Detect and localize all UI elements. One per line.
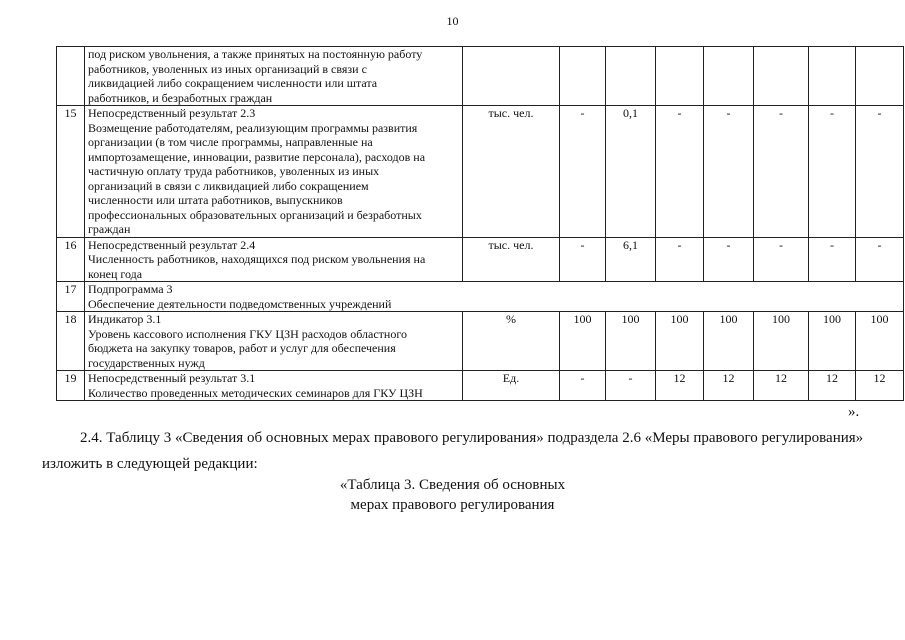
row-number-cell: 19: [57, 371, 85, 401]
row-number-cell: 18: [57, 312, 85, 371]
value-cell: [560, 47, 606, 106]
description-line: под риском увольнения, а также принятых на постоянную работу: [88, 47, 423, 61]
table-row: [57, 237, 904, 282]
description-line: Возмещение работодателям, реализующим программы развития: [88, 120, 418, 135]
value-cell: 12: [704, 371, 754, 401]
value-cell: 100: [809, 312, 856, 371]
value-cell: 12: [856, 371, 904, 401]
description-cell: [85, 282, 904, 312]
value-cell: -: [856, 106, 904, 238]
value-cell: [656, 47, 704, 106]
value-cell: -: [809, 237, 856, 282]
unit-cell: тыс. чел.: [463, 237, 560, 282]
description-line: организации (в том числе программы, направленные на: [88, 135, 373, 149]
value-cell: [856, 47, 904, 106]
indicators-table: [56, 46, 904, 401]
description-line: Подпрограмма 3: [88, 282, 173, 296]
value-cell: -: [560, 237, 606, 282]
description-line: Обеспечение деятельности подведомственных учреждений: [88, 296, 392, 311]
value-cell: 0,1: [606, 106, 656, 238]
value-cell: -: [809, 106, 856, 238]
description-line: численности или штата работников, выпускников: [88, 193, 343, 207]
table-row: [57, 282, 904, 312]
paragraph-line-1: 2.4. Таблицу 3 «Сведения об основных мерах правового регулирования» подраздела 2.6 «Меры правового регулирования»: [80, 430, 864, 446]
value-cell: -: [754, 106, 809, 238]
table-row: [57, 106, 904, 238]
value-cell: -: [704, 237, 754, 282]
table-title-line-1: «Таблица 3. Сведения об основных: [339, 477, 566, 493]
description-line: работников, и безработных граждан: [88, 90, 273, 105]
row-number-cell: 17: [57, 282, 85, 312]
table-title-line-2: мерах правового регулирования: [350, 497, 555, 513]
value-cell: [606, 47, 656, 106]
value-cell: 12: [754, 371, 809, 401]
page-number: 10: [446, 14, 459, 28]
value-cell: 6,1: [606, 237, 656, 282]
description-line: Численность работников, находящихся под риском увольнения на: [88, 252, 426, 266]
value-cell: -: [560, 371, 606, 401]
unit-cell: %: [463, 312, 560, 371]
description-line: Непосредственный результат 2.3: [88, 106, 256, 120]
unit-cell: тыс. чел.: [463, 106, 560, 238]
description-line: организаций в связи с ликвидацией либо сокращением: [88, 178, 369, 193]
description-cell: [85, 106, 463, 238]
row-number-cell: 16: [57, 237, 85, 282]
value-cell: 100: [754, 312, 809, 371]
value-cell: [809, 47, 856, 106]
description-line: Количество проведенных методических семинаров для ГКУ ЦЗН: [88, 385, 423, 400]
value-cell: 100: [606, 312, 656, 371]
table-row: [57, 371, 904, 401]
description-line: ликвидацией либо сокращением численности или штата: [88, 76, 378, 90]
description-cell: [85, 47, 463, 106]
value-cell: -: [656, 237, 704, 282]
unit-cell: Ед.: [463, 371, 560, 401]
value-cell: 100: [656, 312, 704, 371]
table-row: [57, 312, 904, 371]
value-cell: 100: [856, 312, 904, 371]
value-cell: -: [656, 106, 704, 238]
value-cell: -: [856, 237, 904, 282]
description-line: импортозамещение, инновации, развитие персонала), расходов на: [88, 149, 426, 164]
value-cell: -: [754, 237, 809, 282]
description-line: граждан: [88, 222, 131, 236]
description-line: Индикатор 3.1: [88, 312, 162, 326]
closing-quote: ».: [848, 404, 860, 420]
value-cell: -: [704, 106, 754, 238]
description-line: Непосредственный результат 3.1: [88, 371, 256, 385]
description-cell: [85, 237, 463, 282]
description-cell: [85, 312, 463, 371]
description-line: Уровень кассового исполнения ГКУ ЦЗН расходов областного: [88, 326, 407, 341]
table-row: [57, 47, 904, 106]
description-line: конец года: [88, 266, 143, 281]
value-cell: 100: [704, 312, 754, 371]
value-cell: 100: [560, 312, 606, 371]
description-line: государственных нужд: [88, 355, 205, 370]
description-line: Непосредственный результат 2.4: [88, 237, 256, 252]
unit-cell: [463, 47, 560, 106]
description-line: работников, уволенных из иных организаций в связи с: [88, 61, 367, 76]
value-cell: 12: [809, 371, 856, 401]
description-cell: [85, 371, 463, 401]
value-cell: [704, 47, 754, 106]
description-line: бюджета на закупку товаров, работ и услуг для обеспечения: [88, 341, 396, 355]
row-number-cell: [57, 47, 85, 106]
row-number-cell: 15: [57, 106, 85, 238]
description-line: профессиональных образовательных организаций и безработных: [88, 207, 422, 222]
description-line: частичную оплату труда работников, уволенных из иных: [88, 164, 380, 178]
paragraph-line-2: изложить в следующей редакции:: [42, 456, 258, 472]
value-cell: -: [606, 371, 656, 401]
value-cell: [754, 47, 809, 106]
table-3-title: [0, 475, 905, 515]
value-cell: -: [560, 106, 606, 238]
value-cell: 12: [656, 371, 704, 401]
